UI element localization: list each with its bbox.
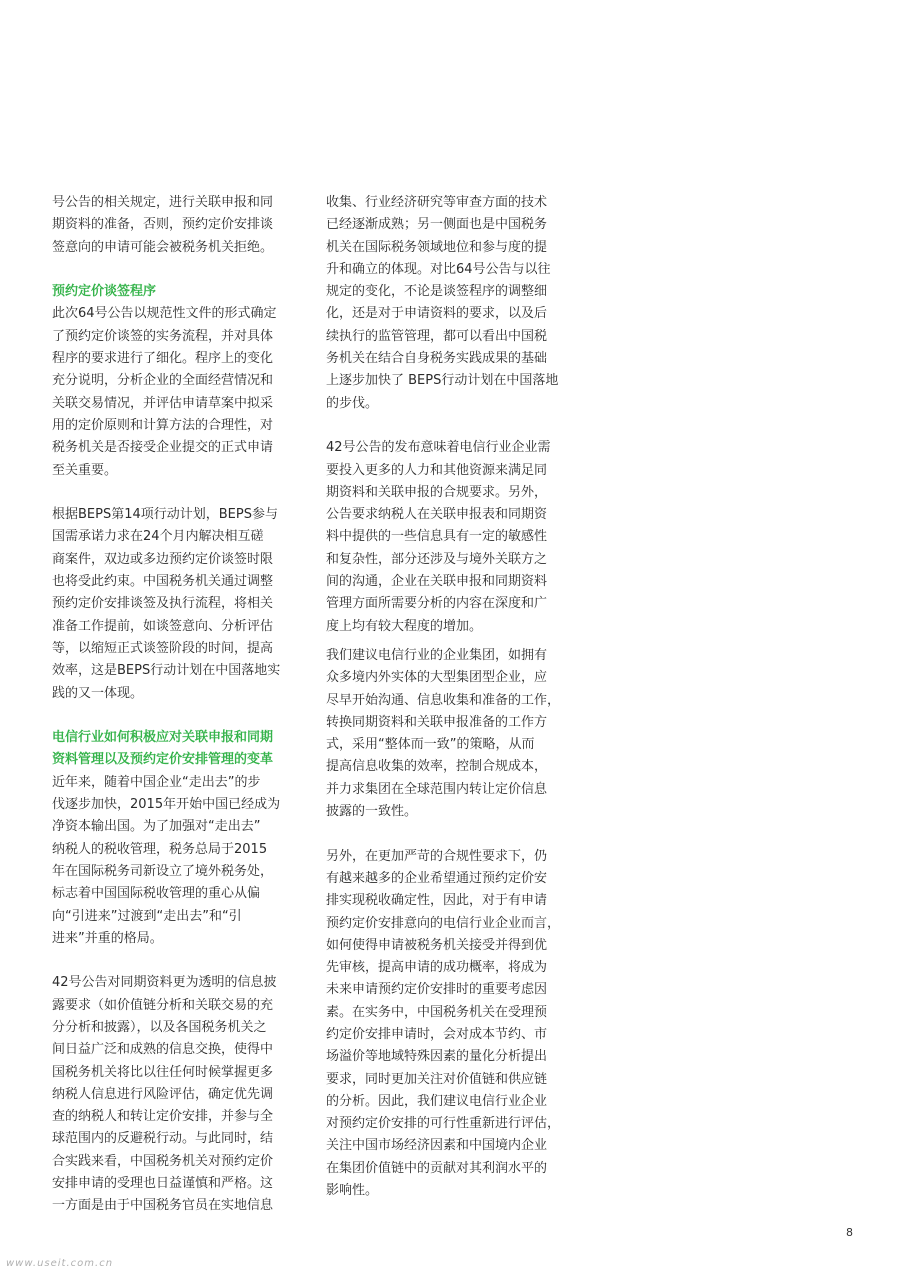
watermark: www.useit.com.cn	[6, 1258, 114, 1269]
intro-paragraph	[52, 192, 310, 259]
text-line: 和复杂性，部分还涉及与境外关联方之	[326, 551, 548, 567]
text-line: 商案件，双边或多边预约定价谈签时限	[52, 551, 274, 567]
text-line: 分分析和披露），以及各国税务机关之	[52, 1019, 267, 1035]
text-line: 签意向的申请可能会被税务机关拒绝。	[52, 239, 274, 255]
section-heading-telecom-response	[52, 727, 310, 772]
text-line: 料中提供的一些信息具有一定的敏感性	[326, 529, 548, 545]
text-line: 度上均有较大程度的增加。	[326, 618, 483, 634]
text-line: 预约定价谈签程序	[52, 284, 157, 300]
text-line: 查的纳税人和转让定价安排，并参与全	[52, 1109, 274, 1125]
text-line: 素。在实务中，中国税务机关在受理预	[326, 1004, 548, 1020]
text-line: 另外，在更加严苛的合规性要求下，仍	[326, 848, 548, 864]
text-line: 用的定价原则和计算方法的合理性，对	[52, 417, 274, 433]
text-line: 场溢价等地域特殊因素的量化分析提出	[326, 1049, 548, 1065]
apa-advice-paragraph	[326, 846, 584, 1203]
text-line: 国税务机关将比以往任何时候掌握更多	[52, 1064, 274, 1080]
left-column	[52, 192, 310, 1218]
text-line: 42号公告的发布意味着电信行业企业需	[326, 440, 551, 456]
going-global-paragraph	[52, 772, 310, 950]
text-line: 并力求集团在全球范围内转让定价信息	[326, 781, 548, 797]
text-line: 机关在国际税务领域地位和参与度的提	[326, 239, 548, 255]
text-line: 排实现税收确定性，因此，对于有申请	[326, 893, 548, 909]
recommendation-paragraph	[326, 645, 584, 823]
text-line: 年在国际税务司新设立了境外税务处，	[52, 863, 274, 879]
text-line: 在集团价值链中的贡献对其利润水平的	[326, 1160, 548, 1176]
text-line: 球范围内的反避税行动。与此同时，结	[52, 1131, 274, 1147]
text-line: 管理方面所需要分析的内容在深度和广	[326, 596, 548, 612]
text-line: 一方面是由于中国税务官员在实地信息	[52, 1198, 274, 1214]
text-line: 至关重要。	[52, 462, 118, 478]
text-line: 我们建议电信行业的企业集团，如拥有	[326, 647, 548, 663]
text-line: 42号公告对同期资料更为透明的信息披	[52, 975, 277, 991]
text-line: 的步伐。	[326, 395, 379, 411]
text-line: 预约定价安排意向的电信行业企业而言，	[326, 915, 561, 931]
text-line: 式，采用“整体而一致”的策略，从而	[326, 737, 535, 753]
text-line: 安排申请的受理也日益谨慎和严格。这	[52, 1176, 274, 1192]
text-line: 升和确立的体现。对比64号公告与以往	[326, 261, 551, 277]
text-line: 公告要求纳税人在关联申报表和同期资	[326, 507, 548, 523]
text-line: 号公告的相关规定，进行关联申报和同	[52, 195, 274, 210]
disclosure-paragraph	[52, 972, 310, 1217]
text-line: 根据BEPS第14项行动计划，BEPS参与	[52, 507, 278, 523]
text-line: 资料管理以及预约定价安排管理的变革	[52, 752, 274, 768]
text-line: 的分析。因此，我们建议电信行业企业	[326, 1093, 548, 1109]
text-line: 向“引进来”过渡到“走出去”和“引	[52, 908, 242, 924]
text-line: 规定的变化，不论是谈签程序的调整细	[326, 284, 548, 300]
text-line: 标志着中国国际税收管理的重心从偏	[52, 886, 261, 902]
right-column	[326, 192, 584, 1202]
text-line: 合实践来看，中国税务机关对预约定价	[52, 1153, 274, 1169]
text-line: 预约定价安排谈签及执行流程，将相关	[52, 596, 274, 612]
text-line: 关注中国市场经济因素和中国境内企业	[326, 1138, 548, 1154]
text-line: 效率，这是BEPS行动计划在中国落地实	[52, 663, 281, 679]
text-line: 续执行的监管管理，都可以看出中国税	[326, 328, 548, 344]
text-line: 准备工作提前，如谈签意向、分析评估	[52, 618, 274, 634]
text-line: 未来申请预约定价安排时的重要考虑因	[326, 982, 548, 998]
compliance-paragraph	[326, 437, 584, 638]
text-line: 露要求（如价值链分析和关联交易的充	[52, 997, 274, 1013]
text-line: 纳税人信息进行风险评估，确定优先调	[52, 1086, 274, 1102]
text-line: 先审核，提高申请的成功概率，将成为	[326, 960, 548, 976]
text-line: 净资本输出国。为了加强对“走出去”	[52, 819, 261, 835]
section-heading-apa-procedure	[52, 281, 310, 303]
text-line: 如何使得申请被税务机关接受并得到优	[326, 937, 548, 953]
text-line: 化，还是对于申请资料的要求，以及后	[326, 306, 548, 322]
text-line: 进来”并重的格局。	[52, 930, 163, 946]
page-number: 8	[846, 1226, 853, 1239]
text-line: 提高信息收集的效率，控制合规成本，	[326, 759, 548, 775]
apa-procedure-paragraph	[52, 303, 310, 481]
text-line: 税务机关是否接受企业提交的正式申请	[52, 440, 274, 456]
text-line: 对预约定价安排的可行性重新进行评估，	[326, 1116, 561, 1132]
text-line: 上逐步加快了 BEPS行动计划在中国落地	[326, 373, 559, 389]
text-line: 众多境内外实体的大型集团型企业，应	[326, 670, 548, 686]
text-line: 收集、行业经济研究等审查方面的技术	[326, 195, 548, 210]
text-line: 披露的一致性。	[326, 804, 418, 820]
text-line: 伐逐步加快，2015年开始中国已经成为	[52, 797, 281, 813]
text-line: 期资料和关联申报的合规要求。另外，	[326, 484, 548, 500]
text-line: 间日益广泛和成熟的信息交换，使得中	[52, 1042, 274, 1058]
text-line: 要求，同时更加关注对价值链和供应链	[326, 1071, 548, 1087]
text-line: 此次64号公告以规范性文件的形式确定	[52, 306, 277, 322]
text-line: 务机关在结合自身税务实践成果的基础	[326, 351, 548, 367]
text-line: 间的沟通，企业在关联申报和同期资料	[326, 574, 548, 590]
text-line: 影响性。	[326, 1183, 379, 1199]
text-line: 近年来，随着中国企业“走出去”的步	[52, 774, 261, 790]
text-line: 也将受此约束。中国税务机关通过调整	[52, 574, 274, 590]
text-line: 有越来越多的企业希望通过预约定价安	[326, 870, 548, 886]
text-line: 充分说明，分析企业的全面经营情况和	[52, 373, 274, 389]
text-line: 电信行业如何积极应对关联申报和同期	[52, 730, 274, 746]
text-line: 已经逐渐成熟；另一侧面也是中国税务	[326, 217, 548, 233]
text-line: 关联交易情况，并评估申请草案中拟采	[52, 395, 274, 411]
text-line: 期资料的准备，否则，预约定价安排谈	[52, 217, 274, 233]
beps-action-paragraph	[52, 504, 310, 705]
continuation-paragraph	[326, 192, 584, 415]
text-line: 了预约定价谈签的实务流程，并对具体	[52, 328, 274, 344]
text-line: 践的又一体现。	[52, 685, 144, 701]
text-line: 程序的要求进行了细化。程序上的变化	[52, 351, 274, 367]
text-line: 要投入更多的人力和其他资源来满足同	[326, 462, 548, 478]
text-line: 尽早开始沟通、信息收集和准备的工作，	[326, 692, 561, 708]
text-line: 约定价安排申请时，会对成本节约、市	[326, 1026, 548, 1042]
text-line: 国需承诺力求在24个月内解决相互磋	[52, 529, 264, 545]
text-line: 等，以缩短正式谈签阶段的时间，提高	[52, 640, 274, 656]
text-line: 转换同期资料和关联申报准备的工作方	[326, 714, 548, 730]
text-line: 纳税人的税收管理，税务总局于2015	[52, 841, 268, 857]
